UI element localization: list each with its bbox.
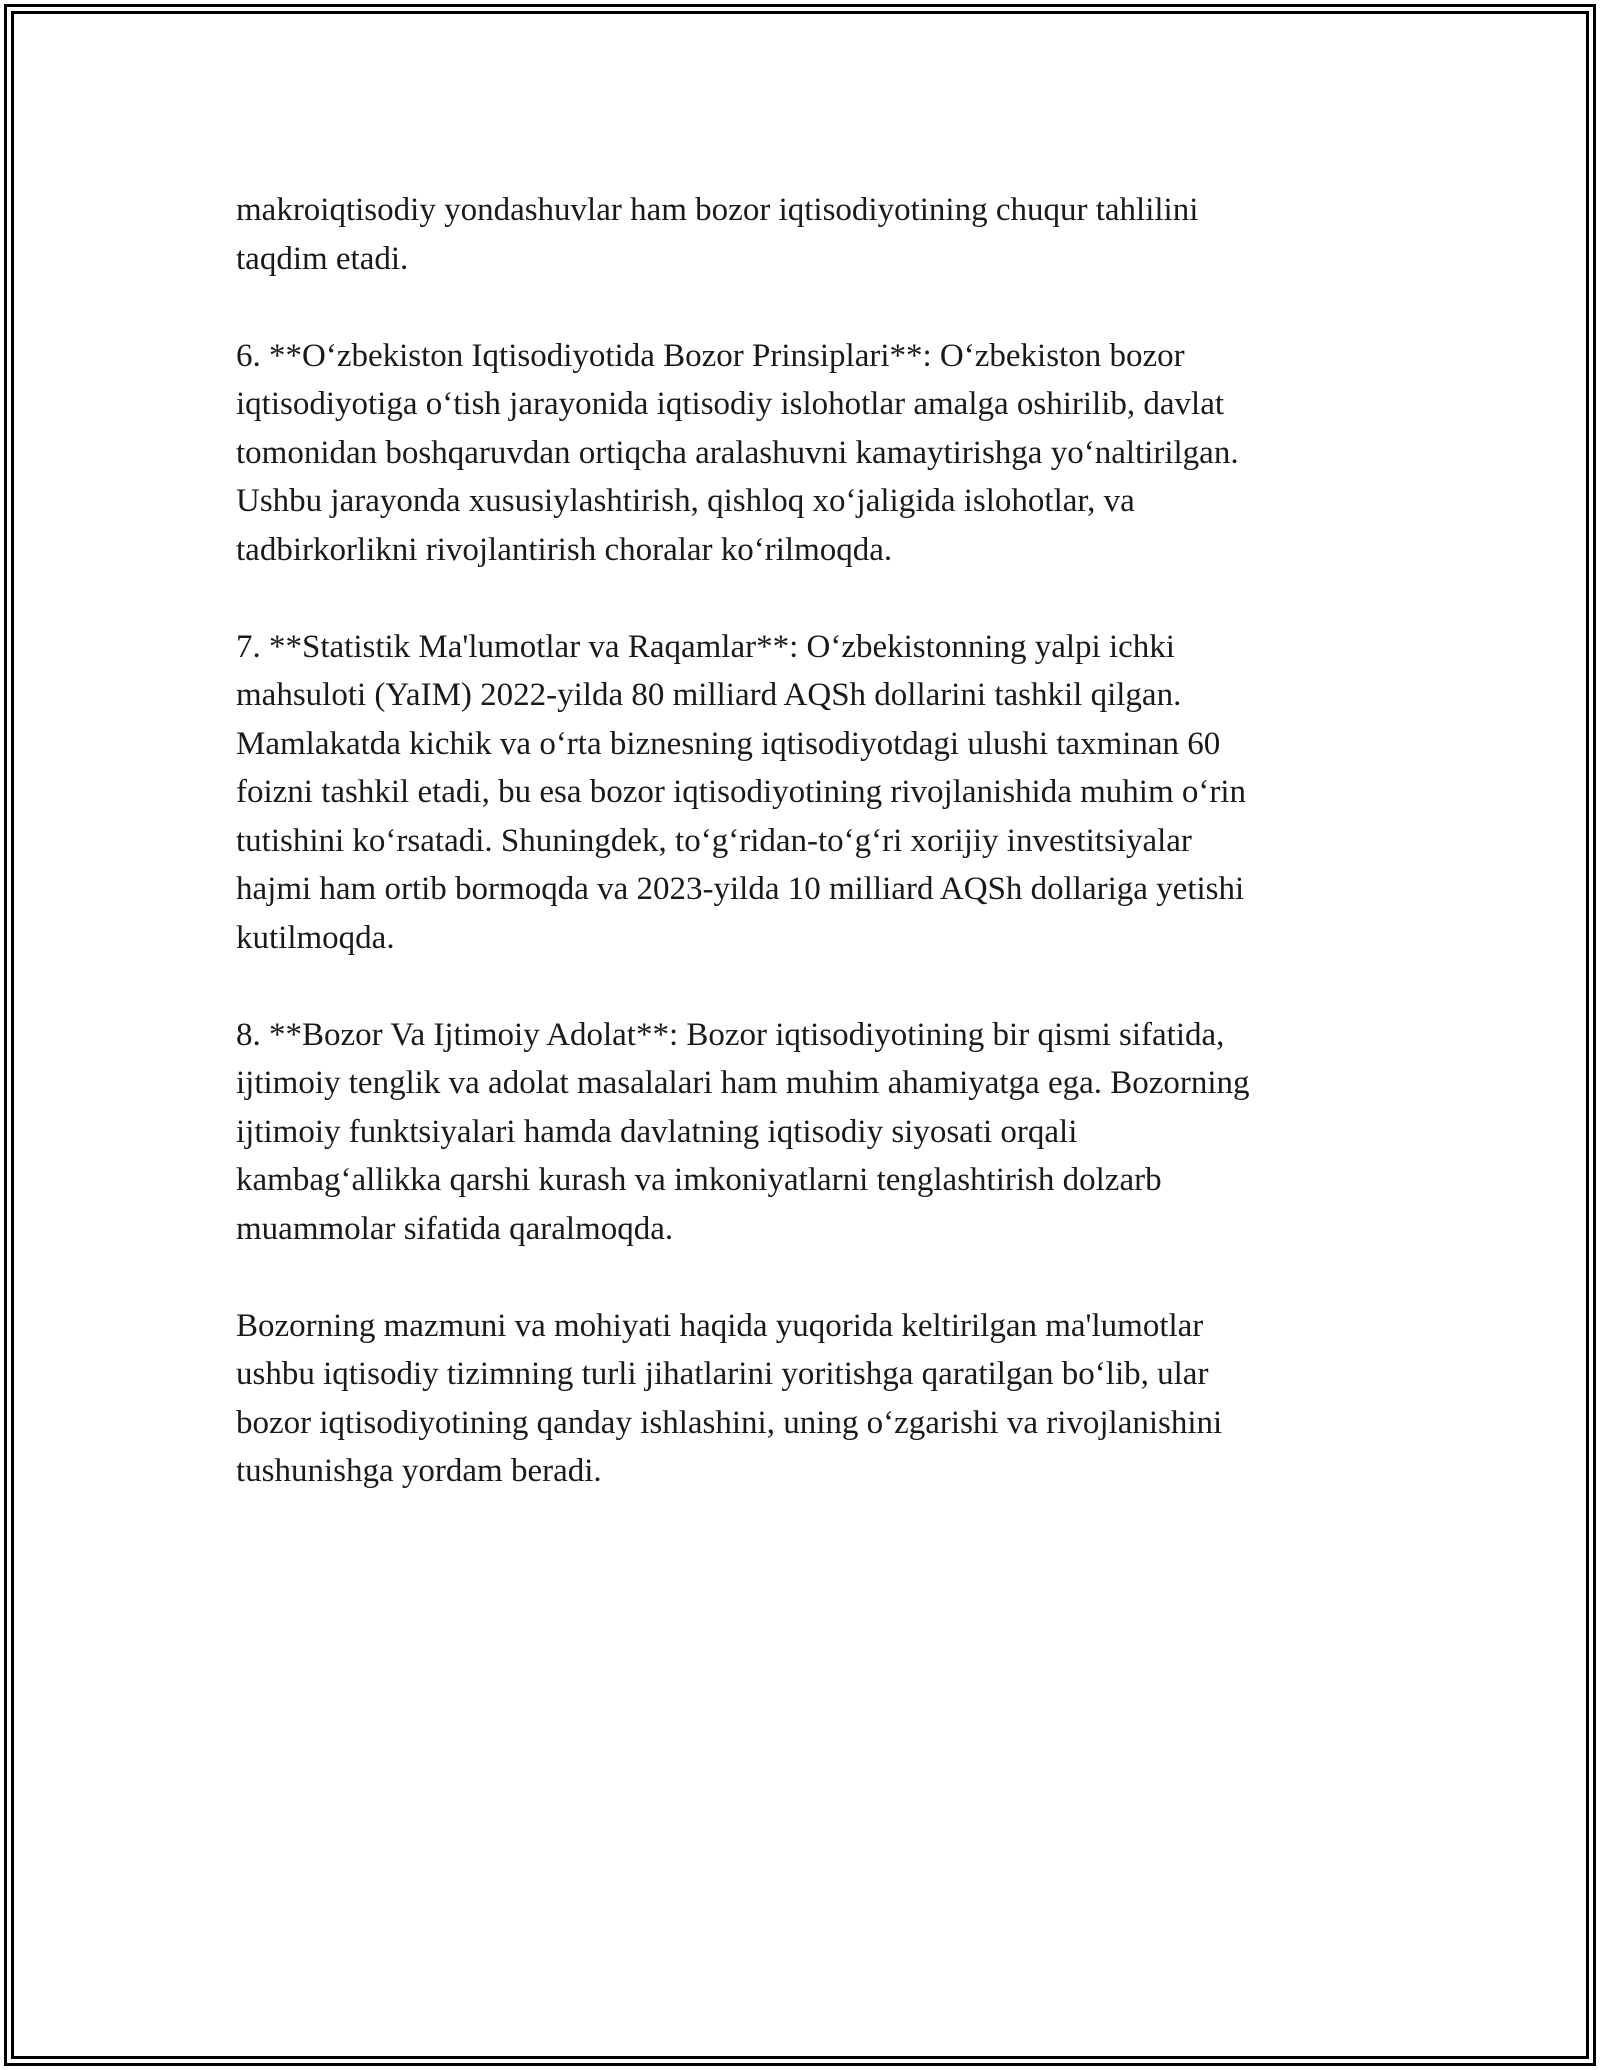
text-line: taqdim etadi.	[236, 240, 409, 277]
text-line: ijtimoiy funktsiyalari hamda davlatning iqtisodiy siyosati orqali	[236, 1113, 1078, 1150]
text-line: ijtimoiy tenglik va adolat masalalari ham muhim ahamiyatga ega. Bozorning	[236, 1065, 1250, 1101]
text-line: tadbirkorlikni rivojlantirish choralar koʻrilmoqda.	[236, 531, 893, 568]
paragraph-conclusion	[236, 1302, 1366, 1496]
text-line: bozor iqtisodiyotining qanday ishlashini, uning oʻzgarishi va rivojlanishini	[236, 1404, 1223, 1441]
text-line: 8. **Bozor Va Ijtimoiy Adolat**: Bozor iqtisodiyotining bir qismi sifatida,	[236, 1016, 1225, 1053]
text-line: 6. **Oʻzbekiston Iqtisodiyotida Bozor Prinsiplari**: Oʻzbekiston bozor	[236, 337, 1185, 374]
text-line: Mamlakatda kichik va oʻrta biznesning iqtisodiyotdagi ulushi taxminan 60	[236, 725, 1221, 762]
text-line: tomonidan boshqaruvdan ortiqcha aralashuvni kamaytirishga yoʻnaltirilgan.	[236, 434, 1239, 471]
text-line: iqtisodiyotiga oʻtish jarayonida iqtisodiy islohotlar amalga oshirilib, davlat	[236, 386, 1225, 422]
text-line: ushbu iqtisodiy tizimning turli jihatlarini yoritishga qaratilgan boʻlib, ular	[236, 1356, 1209, 1392]
paragraph-item-7	[236, 623, 1366, 963]
text-line: Bozorning mazmuni va mohiyati haqida yuqorida keltirilgan ma'lumotlar	[236, 1307, 1204, 1344]
paragraph-item-8	[236, 1011, 1366, 1254]
text-line: Ushbu jarayonda xususiylashtirish, qishloq xoʻjaligida islohotlar, va	[236, 483, 1135, 519]
paragraph-item-6	[236, 332, 1366, 575]
text-line: mahsuloti (YaIM) 2022-yilda 80 milliard AQSh dollarini tashkil qilgan.	[236, 677, 1182, 713]
text-line: 7. **Statistik Ma'lumotlar va Raqamlar**: Oʻzbekistonning yalpi ichki	[236, 628, 1175, 665]
text-line: tutishini koʻrsatadi. Shuningdek, toʻgʻridan-toʻgʻri xorijiy investitsiyalar	[236, 822, 1192, 859]
text-line: hajmi ham ortib bormoqda va 2023-yilda 10 milliard AQSh dollariga yetishi	[236, 871, 1245, 907]
text-line: makroiqtisodiy yondashuvlar ham bozor iqtisodiyotining chuqur tahlilini	[236, 192, 1199, 228]
text-line: tushunishga yordam beradi.	[236, 1453, 602, 1489]
text-line: muammolar sifatida qaralmoqda.	[236, 1210, 674, 1247]
paragraph-intro-continuation	[236, 186, 1366, 283]
text-line: foizni tashkil etadi, bu esa bozor iqtisodiyotining rivojlanishida muhim oʻrin	[236, 774, 1247, 810]
document-body	[236, 186, 1366, 1496]
text-line: kutilmoqda.	[236, 919, 395, 956]
text-line: kambagʻallikka qarshi kurash va imkoniyatlarni tenglashtirish dolzarb	[236, 1162, 1162, 1198]
